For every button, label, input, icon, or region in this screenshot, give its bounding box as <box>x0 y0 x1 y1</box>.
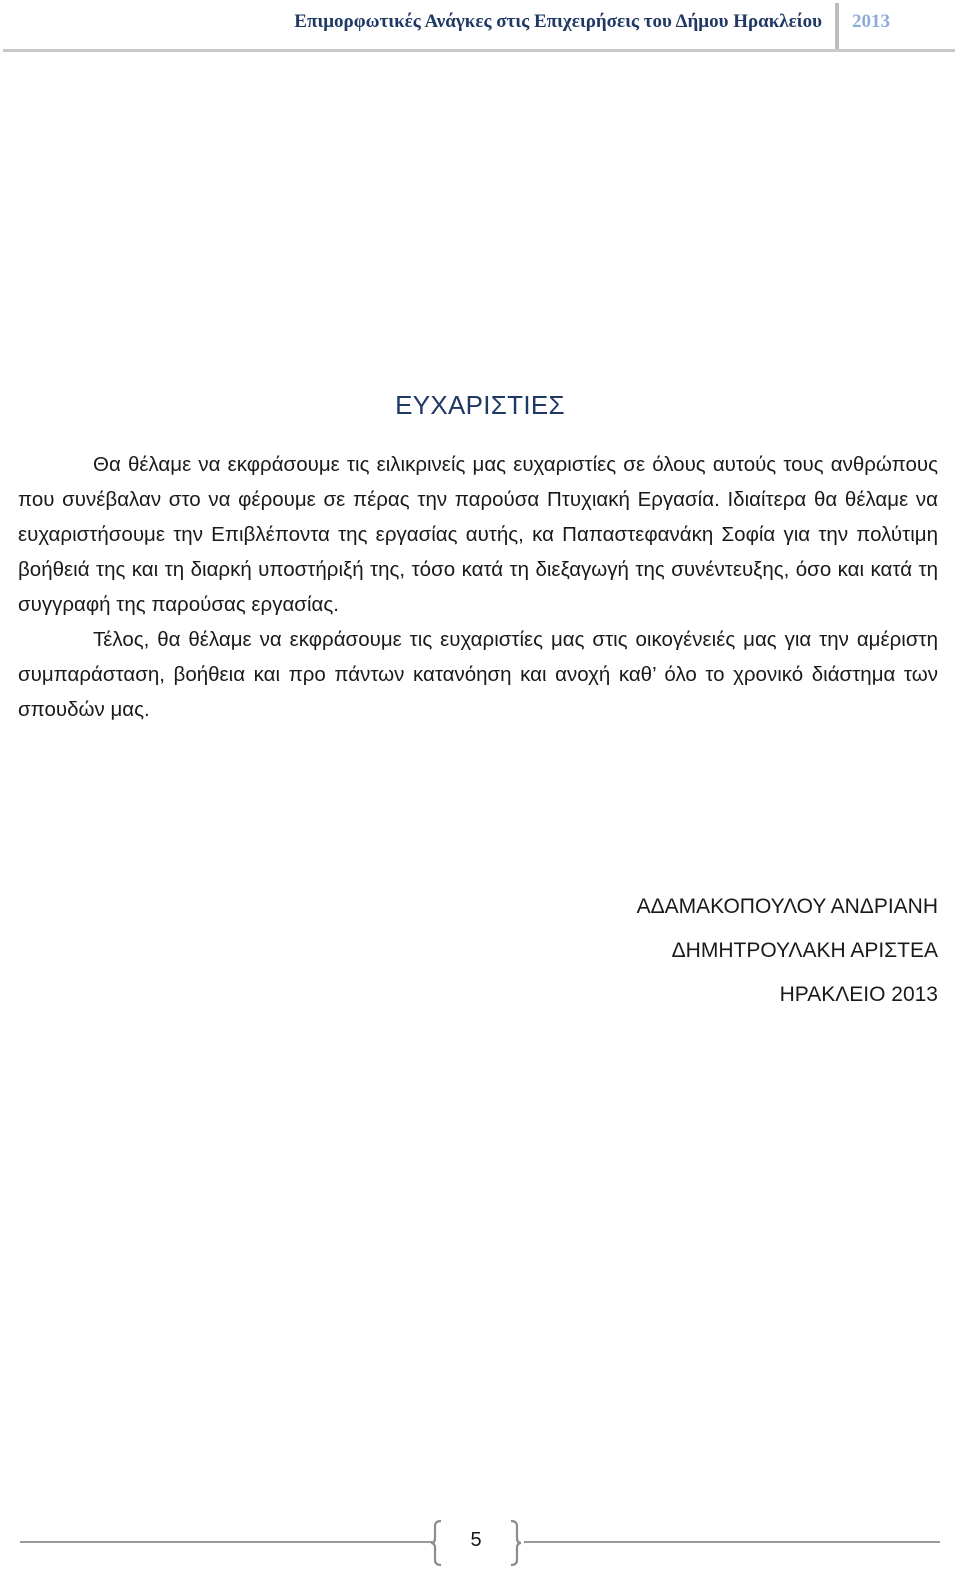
page-footer <box>0 1520 960 1565</box>
author-name: ΔΗΜΗΤΡΟΥΛΑΚΗ ΑΡΙΣΤΕΑ <box>671 939 938 962</box>
place-date: ΗΡΑΚΛΕΙΟ 2013 <box>779 983 938 1006</box>
signature-block <box>637 885 938 1017</box>
page-header <box>0 0 960 52</box>
section-title: ΕΥΧΑΡΙΣΤΙΕΣ <box>395 390 565 420</box>
running-header-year: 2013 <box>852 11 890 32</box>
author-name: ΑΔΑΜΑΚΟΠΟΥΛΟΥ ΑΝΔΡΙΑΝΗ <box>636 895 938 918</box>
paragraph: Θα θέλαμε να εκφράσουμε τις ειλικρινείς μας ευχαριστίες σε όλους αυτούς τους ανθρώπους που συνέβαλαν στο να φέρουμε σε πέρας την παρούσα Πτυχιακή Εργασία. Ιδιαίτερα θα θέλαμε να ευχαριστήσουμε την Επιβλέποντα της εργασίας αυτής, κα Παπαστεφανάκη Σοφία για την πολύτιμη βοήθειά της και τη διαρκή υποστήριξή της, τόσο κατά τη διεξαγωγή της συνέντευξης, όσο και κατά τη συγγραφή της παρούσας εργασίας. <box>18 453 938 616</box>
running-header-title: Επιμορφωτικές Ανάγκες στις Επιχειρήσεις του Δήμου Ηρακλείου <box>294 11 822 32</box>
right-brace-icon <box>510 1520 522 1566</box>
footer-rule-right <box>524 1541 940 1543</box>
footer-rule-left <box>20 1541 432 1543</box>
header-rule <box>3 49 955 52</box>
acknowledgements-body <box>18 447 938 727</box>
header-divider <box>835 3 839 49</box>
page-number: 5 <box>470 1529 482 1551</box>
paragraph: Τέλος, θα θέλαμε να εκφράσουμε τις ευχαριστίες μας στις οικογένειές μας για την αμέριστη συμπαράσταση, βοήθεια και προ πάντων κατανόηση και ανοχή καθ’ όλο το χρονικό διάστημα των σπουδών μας. <box>18 628 938 721</box>
left-brace-icon <box>430 1520 442 1566</box>
